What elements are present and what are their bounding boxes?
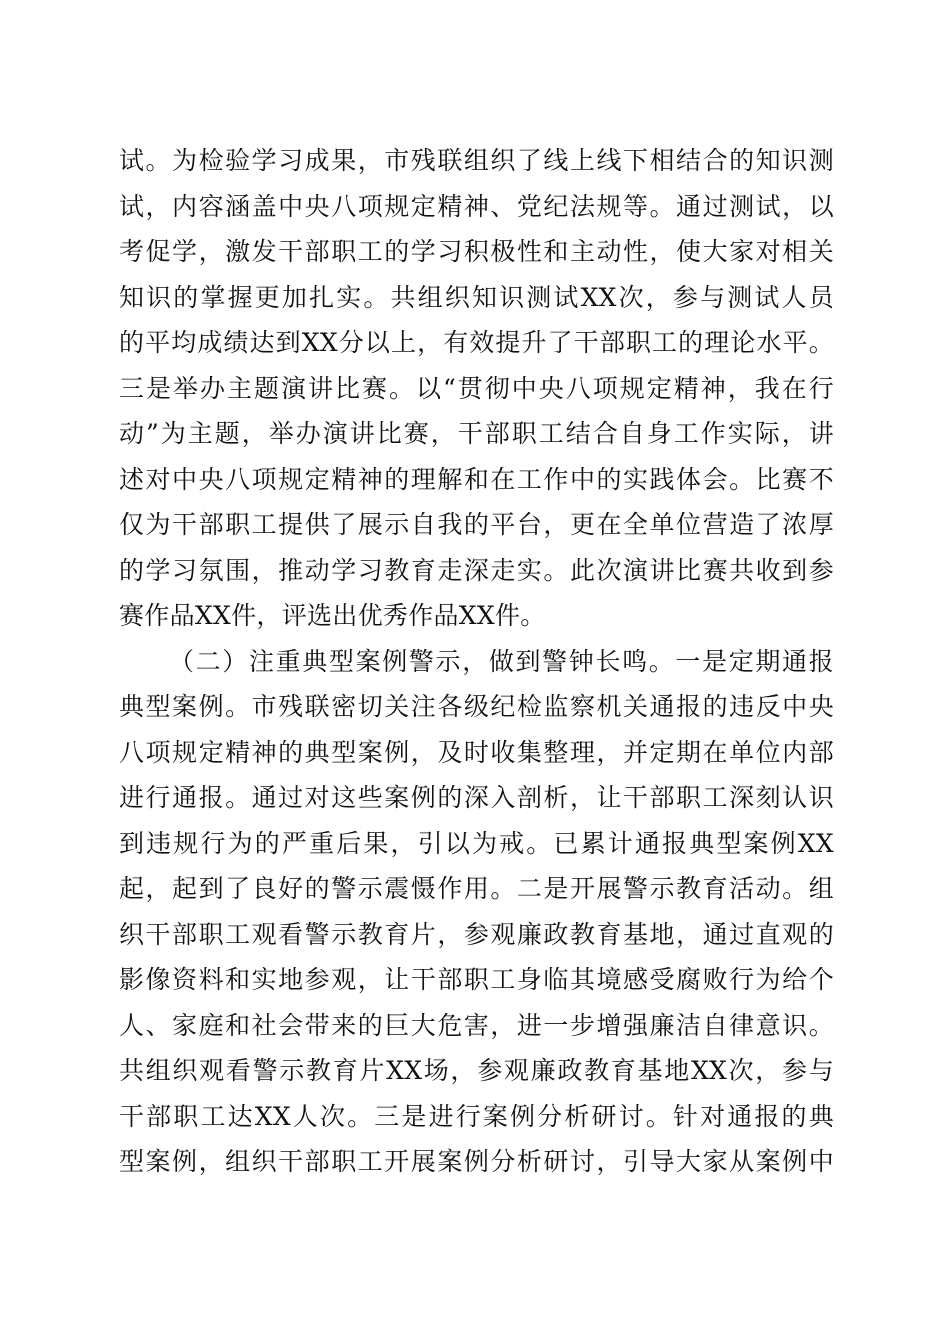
text-line: 典型案例。市残联密切关注各级纪检监察机关通报的违反中央 [119,692,834,721]
text-line: 型案例，组织干部职工开展案例分析研讨，引导大家从案例中 [119,1147,834,1176]
text-line: 起，起到了良好的警示震慑作用。二是开展警示教育活动。组 [119,874,834,903]
text-line: 知识的掌握更加扎实。共组织知识测试XX次，参与测试人员 [119,282,834,312]
text-line: 影像资料和实地参观，让干部职工身临其境感受腐败行为给个 [119,965,834,994]
section-heading-line: （二）注重典型案例警示，做到警钟长鸣。一是定期通报 [169,646,834,676]
text-line: 织干部职工观看警示教育片，参观廉政教育基地，通过直观的 [119,919,834,949]
text-line: 试，内容涵盖中央八项规定精神、党纪法规等。通过测试，以 [119,191,834,221]
text-line: 到违规行为的严重后果，引以为戒。已累计通报典型案例XX [119,828,834,858]
text-line: 考促学，激发干部职工的学习积极性和主动性，使大家对相关 [119,237,834,266]
text-line: 仅为干部职工提供了展示自我的平台，更在全单位营造了浓厚 [119,510,834,539]
text-line: 三是举办主题演讲比赛。以“贯彻中央八项规定精神，我在行 [119,373,834,403]
text-line: 试。为检验学习成果，市残联组织了线上线下相结合的知识测 [119,146,834,175]
text-line: 人、家庭和社会带来的巨大危害，进一步增强廉洁自律意识。 [119,1010,834,1040]
text-line: 干部职工达XX人次。三是进行案例分析研讨。针对通报的典 [119,1101,834,1131]
text-line: 动”为主题，举办演讲比赛，干部职工结合自身工作实际，讲 [119,419,834,448]
text-line: 共组织观看警示教育片XX场，参观廉政教育基地XX次，参与 [119,1056,834,1085]
text-line: 进行通报。通过对这些案例的深入剖析，让干部职工深刻认识 [119,783,834,812]
text-line: 八项规定精神的典型案例，及时收集整理，并定期在单位内部 [119,737,834,767]
body-text [119,138,834,1185]
text-line: 的平均成绩达到XX分以上，有效提升了干部职工的理论水平。 [119,328,834,357]
paragraph-end-line: 赛作品XX件，评选出优秀作品XX件。 [119,601,546,630]
text-line: 的学习氛围，推动学习教育走深走实。此次演讲比赛共收到参 [119,555,834,585]
text-line: 述对中央八项规定精神的理解和在工作中的实践体会。比赛不 [119,464,834,494]
